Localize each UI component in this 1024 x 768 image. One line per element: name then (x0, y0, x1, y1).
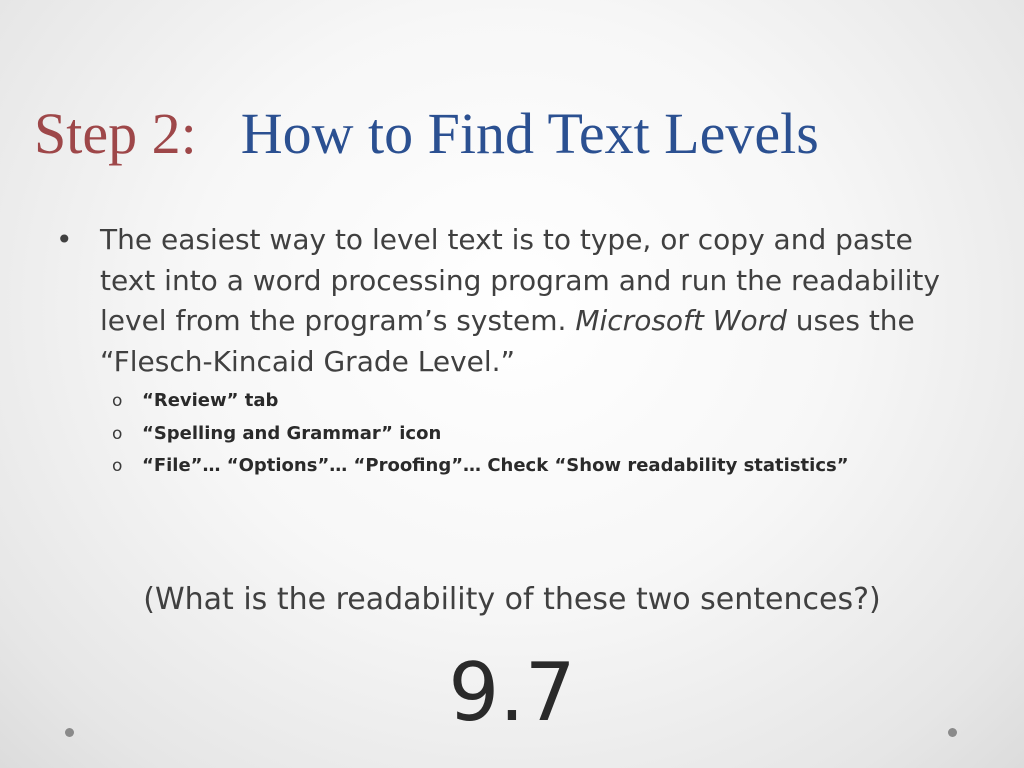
list-item-text: “Spelling and Grammar” icon (142, 422, 442, 444)
slide-title (34, 98, 819, 170)
main-bullet (56, 220, 956, 382)
content-area (56, 220, 956, 488)
corner-dot-right (948, 728, 957, 737)
bullet-text-italic: Microsoft Word (575, 304, 787, 337)
list-item-text: “File”… “Options”… “Proofing”… Check “Show readability statistics” (142, 455, 849, 476)
answer-value: 9.7 (448, 646, 576, 739)
title-step: Step 2: (34, 101, 197, 166)
list-marker: o (112, 391, 123, 411)
list-item (112, 390, 956, 423)
list-item-text: “Review” tab (142, 390, 279, 411)
list-marker: o (112, 423, 123, 444)
bullet-text (100, 220, 956, 382)
sub-list (112, 390, 956, 488)
bullet-symbol: • (56, 223, 73, 256)
list-item (112, 423, 956, 456)
title-main: How to Find Text Levels (240, 101, 819, 166)
question-label: (What is the readability of these two sentences?) (143, 582, 881, 617)
bullet-text-end: uses the “Flesch-Kincaid Grade Level.” (100, 304, 915, 378)
bullet-text-main: The easiest way to level text is to type, or copy and paste text into a word processing program and run the readability level from the program’s system. (100, 223, 940, 337)
corner-dot-left (65, 728, 74, 737)
list-marker: o (112, 456, 123, 476)
list-item (112, 455, 956, 488)
question-text (0, 582, 1024, 617)
